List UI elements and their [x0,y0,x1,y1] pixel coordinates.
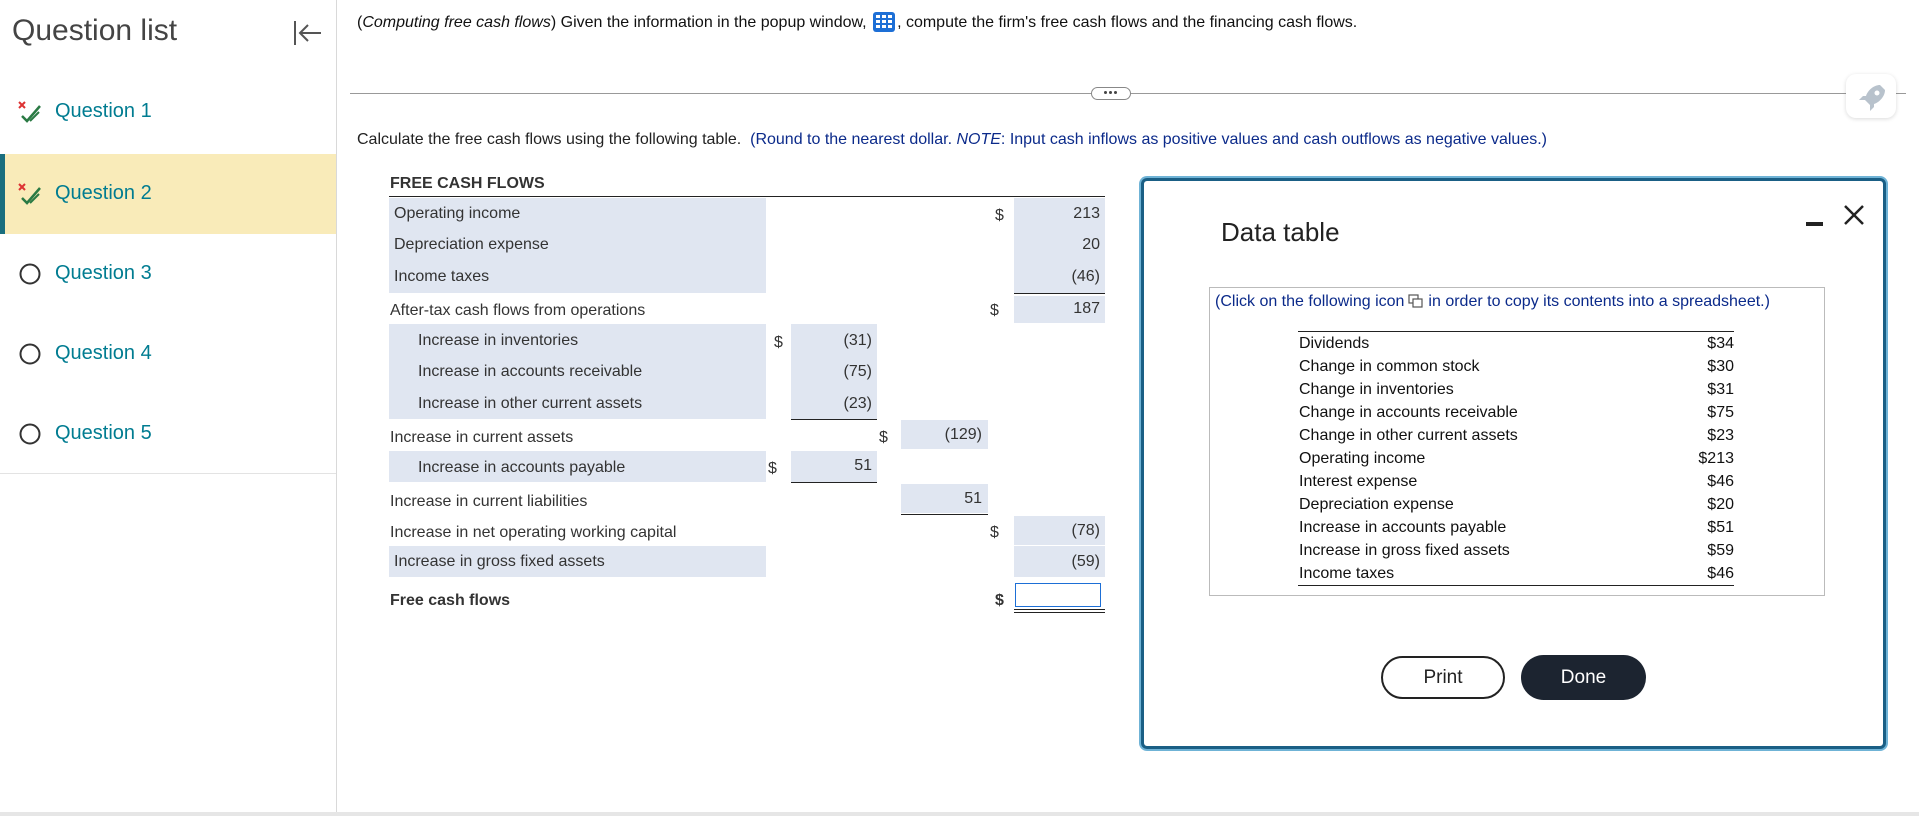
table-row-label: Increase in inventories [418,332,579,349]
table-row-label: Increase in accounts receivable [418,363,643,380]
table-cell-value: (78) [1071,522,1100,539]
partial-correct-icon [18,182,42,206]
unanswered-circle-icon [18,342,42,366]
sidebar-item-label: Question 3 [55,262,152,284]
unanswered-circle-icon [18,422,42,446]
table-row: Operating income $213 [1299,450,1734,467]
table-row-label: After-tax cash flows from operations [390,302,646,319]
question-prompt: (Computing free cash flows) Given the information in the popup window, , compute the firm's free cash flows and the financing cash flows. [357,14,1358,31]
unanswered-circle-icon [18,262,42,286]
close-icon [1840,201,1868,229]
sidebar-item-question-2[interactable] [0,154,336,234]
instruction-text [357,131,1547,149]
table-row: Change in other current assets $23 [1299,427,1734,444]
table-cell-value: (129) [944,426,982,443]
table-cell-value: 213 [1073,205,1100,222]
table-row: Increase in accounts payable $51 [1299,519,1734,536]
currency-symbol: $ [774,334,783,351]
resize-handle[interactable] [1091,87,1131,100]
table-row-label: Operating income [394,205,521,222]
table-row-label: Increase in current assets [390,429,574,446]
table-row-label: Increase in net operating working capital [390,524,677,541]
table-cell-value: (23) [843,395,872,412]
table-row-label: Increase in other current assets [418,395,643,412]
currency-symbol: $ [879,429,888,446]
copy-to-spreadsheet-icon[interactable] [1408,294,1424,308]
table-row: Change in accounts receivable $75 [1299,404,1734,421]
table-row: Dividends $34 [1299,335,1734,352]
dialog-title: Data table [1221,217,1340,247]
sidebar-divider [0,473,336,474]
data-table-dialog [1141,178,1886,749]
bottom-scrollbar [0,812,1919,816]
table-cell-value: 20 [1082,236,1100,253]
minimize-button[interactable] [1804,213,1824,233]
sidebar-item-question-5[interactable] [0,394,336,474]
sidebar-title: Question list [12,14,178,47]
sidebar-item-label: Question 1 [55,100,152,122]
partial-correct-icon [18,100,42,124]
print-button[interactable]: Print [1381,656,1505,699]
currency-symbol: $ [768,460,777,477]
currency-symbol: $ [990,524,999,541]
table-cell-value: 51 [964,490,982,507]
table-cell-value: (75) [843,363,872,380]
collapse-sidebar-button[interactable] [290,18,324,48]
question-topic: Computing free cash flows [362,14,551,31]
copy-instruction: (Click on the following icon in order to copy its contents into a spreadsheet.) [1215,293,1770,310]
table-row-label: Increase in accounts payable [418,459,626,476]
data-table-box [1209,287,1825,596]
close-button[interactable] [1840,201,1868,229]
question-text-part-2: , compute the firm's free cash flows and the financing cash flows. [897,14,1358,31]
table-row: Increase in gross fixed assets $59 [1299,542,1734,559]
table-row: Income taxes $46 [1299,565,1734,582]
sidebar-item-label: Question 5 [55,422,152,444]
data-table-icon[interactable] [873,12,895,32]
question-text-part-1: ) Given the information in the popup window, [550,14,867,31]
currency-symbol: $ [995,207,1004,224]
table-cell-value: 187 [1073,300,1100,317]
free-cash-flows-input[interactable] [1015,583,1101,607]
table-row-label: Increase in gross fixed assets [394,553,605,570]
currency-symbol: $ [990,302,999,319]
instruction-note: (Round to the nearest dollar. NOTE: Input cash inflows as positive values and cash outflows as negative values.) [750,131,1547,148]
table-cell-value: (46) [1071,268,1100,285]
table-row-label: Free cash flows [390,592,511,609]
table-row-label: Increase in current liabilities [390,493,588,510]
header-rule [389,196,1105,197]
table-cell-value: (59) [1071,553,1100,570]
data-table-rows [1298,331,1734,586]
table-header: FREE CASH FLOWS [390,175,545,192]
rocket-icon [1846,74,1896,118]
table-cell-value: 51 [854,457,872,474]
table-row-label: Depreciation expense [394,236,549,253]
sidebar-item-label: Question 2 [55,182,152,204]
sidebar-item-question-1[interactable] [0,72,336,152]
question-list-sidebar [0,0,337,812]
collapse-left-icon [290,18,324,48]
table-row: Change in common stock $30 [1299,358,1734,375]
table-cell-value: (31) [843,332,872,349]
table-row-label: Income taxes [394,268,490,285]
sidebar-item-label: Question 4 [55,342,152,364]
rocket-button[interactable] [1846,74,1896,118]
sidebar-item-question-3[interactable] [0,234,336,314]
currency-symbol: $ [995,592,1004,609]
done-button[interactable]: Done [1521,655,1646,700]
sidebar-item-question-4[interactable] [0,314,336,394]
table-row: Change in inventories $31 [1299,381,1734,398]
table-row: Interest expense $46 [1299,473,1734,490]
instruction-main: Calculate the free cash flows using the following table. [357,131,742,148]
table-row: Depreciation expense $20 [1299,496,1734,513]
